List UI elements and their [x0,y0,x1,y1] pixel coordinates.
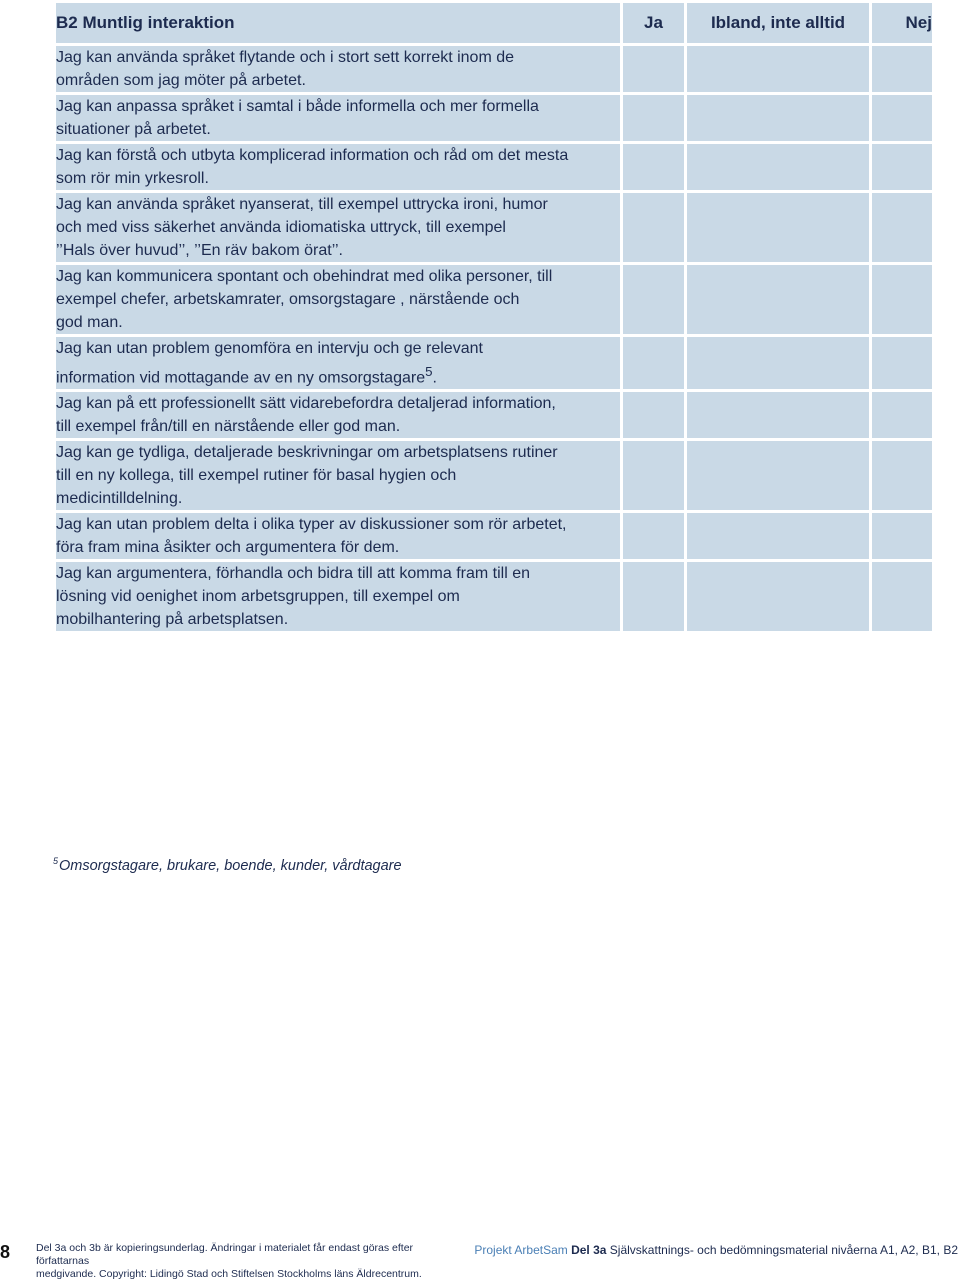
statement-line: Jag kan argumentera, förhandla och bidra till att komma fram till en [56,565,531,583]
answer-cell-no[interactable] [872,193,932,262]
statement-line: områden som jag möter på arbetet. [56,72,306,89]
answer-cell-yes[interactable] [623,337,684,389]
statement-line: mobilhantering på arbetsplatsen. [56,611,289,629]
statement-line: som rör min yrkesroll. [56,170,209,187]
answer-cell-sometimes[interactable] [687,46,869,92]
statement-line-end: . [432,369,437,387]
statement-cell [56,337,620,389]
statement-line: ’’Hals över huvud’’, ’’En räv bakom örat’’. [56,242,343,259]
footnote-text: Omsorgstagare, brukare, boende, kunder, vårdtagare [59,858,402,874]
table-row [56,46,932,92]
statement-line: Jag kan anpassa språket i samtal i både informella och mer formella [56,98,539,115]
statement-line: till en ny kollega, till exempel rutiner för basal hygien och [56,467,457,485]
table-row [56,392,932,438]
answer-cell-no[interactable] [872,144,932,190]
answer-cell-no[interactable] [872,513,932,559]
table-row [56,193,932,262]
answer-cell-no[interactable] [872,441,932,510]
statement-line: Jag kan ge tydliga, detaljerade beskrivningar om arbetsplatsens rutiner [56,444,558,462]
copyright-notice [36,1242,456,1281]
copyright-line: Del 3a och 3b är kopieringsunderlag. Ändringar i materialet får endast göras efter författarnas [36,1242,414,1267]
answer-cell-sometimes[interactable] [687,95,869,141]
statement-cell [56,265,620,334]
answer-cell-no[interactable] [872,562,932,631]
statement-cell [56,144,620,190]
answer-cell-sometimes[interactable] [687,265,869,334]
answer-cell-yes[interactable] [623,562,684,631]
answer-cell-sometimes[interactable] [687,441,869,510]
answer-cell-yes[interactable] [623,95,684,141]
statement-line: Jag kan utan problem genomföra en intervju och ge relevant [56,340,483,357]
answer-cell-sometimes[interactable] [687,193,869,262]
statement-cell [56,513,620,559]
column-header-yes: Ja [623,3,684,43]
statement-cell [56,441,620,510]
header-row [56,3,932,43]
statement-line: föra fram mina åsikter och argumentera för dem. [56,539,400,557]
table-row [56,95,932,141]
part-title: Självskattnings- och bedömningsmaterial nivåerna A1, A2, B1, B2 [609,1243,958,1257]
part-label: Del 3a [571,1243,607,1257]
statement-line: och med viss säkerhet använda idiomatiska uttryck, till exempel [56,219,506,236]
answer-cell-yes[interactable] [623,193,684,262]
statement-line: Jag kan använda språket nyanserat, till exempel uttrycka ironi, humor [56,196,548,213]
page-number: 8 [0,1242,11,1262]
answer-cell-yes[interactable] [623,265,684,334]
footnote-reference: 5 [425,364,433,379]
statement-cell [56,95,620,141]
answer-cell-no[interactable] [872,337,932,389]
statement-line: Jag kan förstå och utbyta komplicerad information och råd om det mesta [56,147,569,164]
project-name: Projekt ArbetSam [474,1243,568,1257]
table-row [56,337,932,389]
statement-line: Jag kan använda språket flytande och i stort sett korrekt inom de [56,49,515,66]
answer-cell-no[interactable] [872,46,932,92]
answer-cell-sometimes[interactable] [687,562,869,631]
statement-line: Jag kan utan problem delta i olika typer av diskussioner som rör arbetet, [56,516,567,534]
footnote-mark: 5 [53,856,59,866]
statement-cell [56,193,620,262]
table-title: B2 Muntlig interaktion [56,3,620,43]
answer-cell-sometimes[interactable] [687,144,869,190]
column-header-sometimes: Ibland, inte alltid [687,3,869,43]
statement-line: lösning vid oenighet inom arbetsgruppen, till exempel om [56,588,460,606]
statement-line: Jag kan på ett professionellt sätt vidarebefordra detaljerad information, [56,395,556,413]
table-row [56,513,932,559]
answer-cell-sometimes[interactable] [687,513,869,559]
answer-cell-no[interactable] [872,95,932,141]
table-row [56,265,932,334]
statement-line: till exempel från/till en närstående eller god man. [56,418,401,436]
statement-cell [56,562,620,631]
page-footer [0,1240,960,1280]
table-row [56,562,932,631]
copyright-line: medgivande. Copyright: Lidingö Stad och Stiftelsen Stockholms läns Äldrecentrum. [36,1268,422,1280]
statement-line: god man. [56,314,123,331]
statement-line: medicintilldelning. [56,490,183,508]
table-row [56,441,932,510]
answer-cell-yes[interactable] [623,46,684,92]
answer-cell-sometimes[interactable] [687,337,869,389]
answer-cell-no[interactable] [872,265,932,334]
statement-line: Jag kan kommunicera spontant och obehindrat med olika personer, till [56,268,553,285]
answer-cell-yes[interactable] [623,513,684,559]
statement-cell [56,46,620,92]
column-header-no: Nej [872,3,932,43]
self-assessment-table [53,0,935,634]
publication-info [474,1243,958,1257]
answer-cell-yes[interactable] [623,392,684,438]
statement-line: information vid mottagande av en ny omsorgstagare [56,369,426,387]
statement-line: exempel chefer, arbetskamrater, omsorgstagare , närstående och [56,291,520,308]
statement-cell [56,392,620,438]
answer-cell-yes[interactable] [623,441,684,510]
answer-cell-no[interactable] [872,392,932,438]
footnote [53,856,402,874]
table-row [56,144,932,190]
statement-line: situationer på arbetet. [56,121,211,138]
answer-cell-yes[interactable] [623,144,684,190]
answer-cell-sometimes[interactable] [687,392,869,438]
